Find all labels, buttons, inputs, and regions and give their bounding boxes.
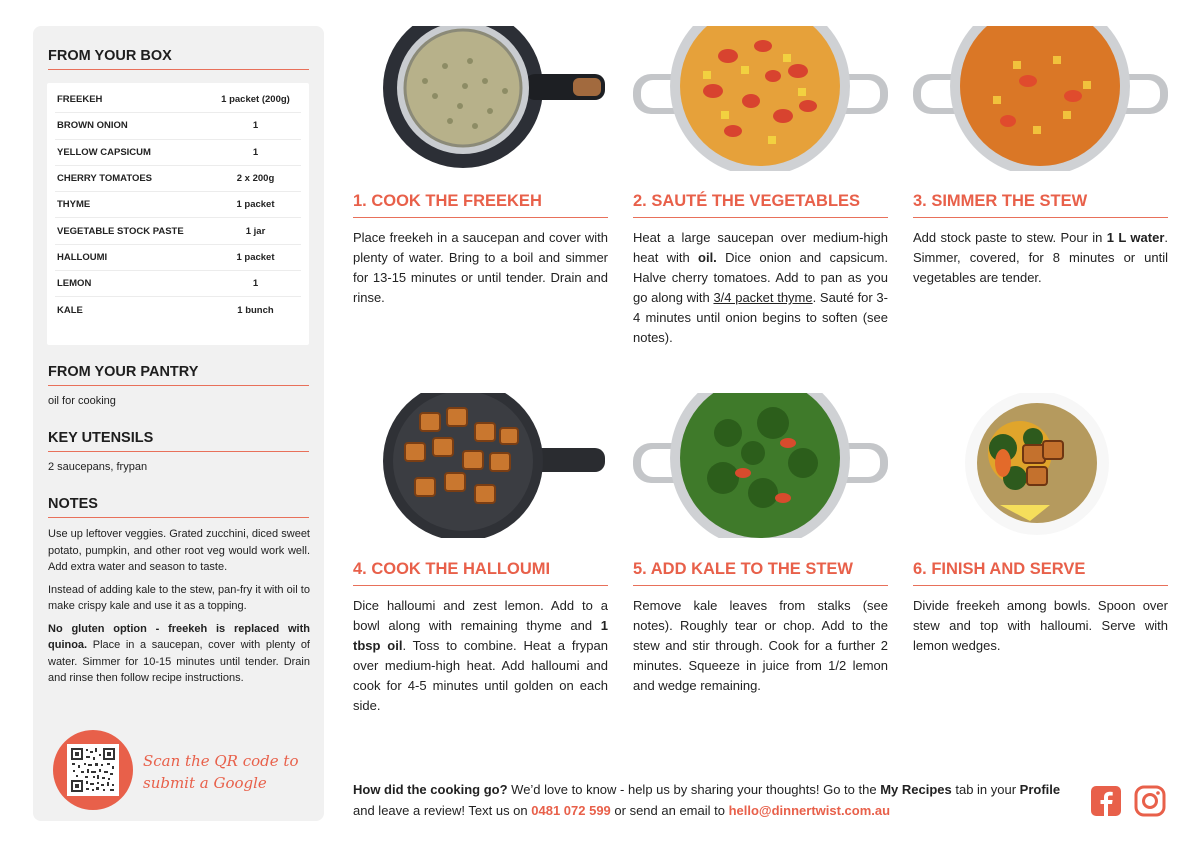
ingredient-name: HALLOUMI [57,251,108,263]
ingredients-table [47,83,309,345]
utensils-text: 2 saucepans, frypan [48,461,148,473]
ingredient-qty: 1 packet (200g) [221,94,290,106]
facebook-icon[interactable] [1090,785,1122,817]
qr-badge[interactable] [53,730,133,810]
ingredient-name: CHERRY TOMATOES [57,173,153,185]
step-3-title: 3. SIMMER THE STEW [913,192,1168,218]
ingredient-qty: 2 x 200g [236,173,275,185]
step-text-part: . Simmer, covered, for 8 minutes or until vegetables are tender. [913,230,1169,285]
ingredient-row [55,245,301,271]
step-text-part: 3/4 packet thyme [713,290,813,305]
step-4-image [375,393,605,538]
footer-email-link[interactable]: hello@dinnertwist.com.au [728,803,891,818]
ingredient-name: BROWN ONION [57,120,128,132]
step-text-part: Add stock paste to stew. Pour in [913,230,1107,245]
footer-text-1: We’d love to know - help us by sharing your thoughts! Go to the [507,782,881,797]
notes-body [48,526,310,693]
ingredient-qty: 1 jar [245,225,266,237]
step-3-text [913,228,1168,288]
step-text-part: Remove kale leaves from stalks (see notes). Roughly tear or chop. Add to the stew and stir through. Cook for a further 2 minutes. Squeeze in juice from 1/2 lemon and wedge remaining. [633,598,888,693]
step-text-part: 1 tbsp oil [353,618,608,653]
step-text-part: . Toss to combine. Heat a frypan over medium-high heat. Add halloumi and cook for 4-5 minutes until golden on each side. [353,638,608,713]
step-4-text [353,596,608,716]
step-5-image [633,393,888,538]
footer-question: How did the cooking go? [353,782,508,797]
step-text-part: oil. [698,250,717,265]
ingredient-name: VEGETABLE STOCK PASTE [57,225,184,237]
note-2: Instead of adding kale to the stew, pan-fry it with oil to make crispy kale and use it as a topping. [48,583,310,612]
qr-caption: Scan the QR code to submit a Google [143,752,299,792]
footer-text-2: tab in your [951,782,1020,797]
step-1-image [375,26,605,171]
note-3-rest: Place in a saucepan, cover with plenty of water. Simmer for 10-15 minutes until tender. Drain and rinse then follow recipe instructions. [48,639,310,684]
ingredient-row [55,87,301,113]
from-your-box-title: FROM YOUR BOX [48,48,309,70]
step-5-title: 5. ADD KALE TO THE STEW [633,560,888,586]
footer-phone-link[interactable]: 0481 072 599 [531,803,611,818]
step-text-part: Heat a large saucepan over medium-high heat with [633,230,888,265]
qr-code[interactable] [67,744,119,796]
ingredient-name: YELLOW CAPSICUM [57,146,151,158]
ingredient-row [55,271,301,297]
ingredient-name: FREEKEH [57,94,103,106]
ingredient-qty: 1 packet [236,199,275,211]
feedback-footer [353,779,1073,821]
ingredient-name: THYME [57,199,91,211]
notes-title: NOTES [48,496,309,518]
ingredient-qty: 1 [252,278,259,290]
step-1-text [353,228,608,308]
step-2-text [633,228,888,348]
footer-my-recipes: My Recipes [880,782,952,797]
footer-text-4: or send an email to [610,803,729,818]
key-utensils-title: KEY UTENSILS [48,430,309,452]
step-text-part: Dice halloumi and zest lemon. Add to a bowl along with remaining thyme and [353,598,608,633]
instagram-icon[interactable] [1134,785,1166,817]
ingredients-sidebar [33,26,324,821]
pantry-text: oil for cooking [48,395,116,407]
step-2-image [633,26,888,171]
ingredient-row [55,113,301,139]
ingredient-row [55,192,301,218]
footer-text-3: and leave a review! Text us on [353,803,532,818]
step-text-part: . Sauté for 3-4 minutes until onion begins to soften (see notes). [633,290,888,345]
ingredient-qty: 1 [252,120,259,132]
step-1-title: 1. COOK THE FREEKEH [353,192,608,218]
ingredient-name: LEMON [57,278,92,290]
step-2-title: 2. SAUTÉ THE VEGETABLES [633,192,888,218]
ingredient-row [55,218,301,244]
ingredient-qty: 1 bunch [237,305,274,317]
ingredient-name: KALE [57,305,83,317]
step-6-title: 6. FINISH AND SERVE [913,560,1168,586]
step-6-image [955,393,1120,538]
step-text-part: Divide freekeh among bowls. Spoon over stew and top with halloumi. Serve with lemon wedges. [913,598,1168,653]
step-text-part: Place freekeh in a saucepan and cover with plenty of water. Bring to a boil and simmer for 13-15 minutes or until tender. Drain and rinse. [353,230,608,305]
step-5-text [633,596,888,696]
note-3 [48,621,310,687]
ingredient-row [55,166,301,192]
step-text-part: Dice onion and capsicum. Halve cherry tomatoes. Add to pan as you go along with [633,250,888,305]
ingredient-qty: 1 [252,146,259,158]
step-4-title: 4. COOK THE HALLOUMI [353,560,608,586]
footer-profile: Profile [1019,782,1061,797]
note-3-bold: No gluten option - freekeh is replaced with quinoa. [48,622,310,651]
step-text-part: 1 L water [1106,230,1165,245]
ingredient-row [55,297,301,323]
step-6-text [913,596,1168,656]
note-1: Use up leftover veggies. Grated zucchini, diced sweet potato, pumpkin, and other root veg would work well. Add extra water and season to taste. [48,528,310,573]
ingredient-row [55,140,301,166]
from-your-pantry-title: FROM YOUR PANTRY [48,364,309,386]
ingredient-qty: 1 packet [236,251,275,263]
step-3-image [913,26,1168,171]
